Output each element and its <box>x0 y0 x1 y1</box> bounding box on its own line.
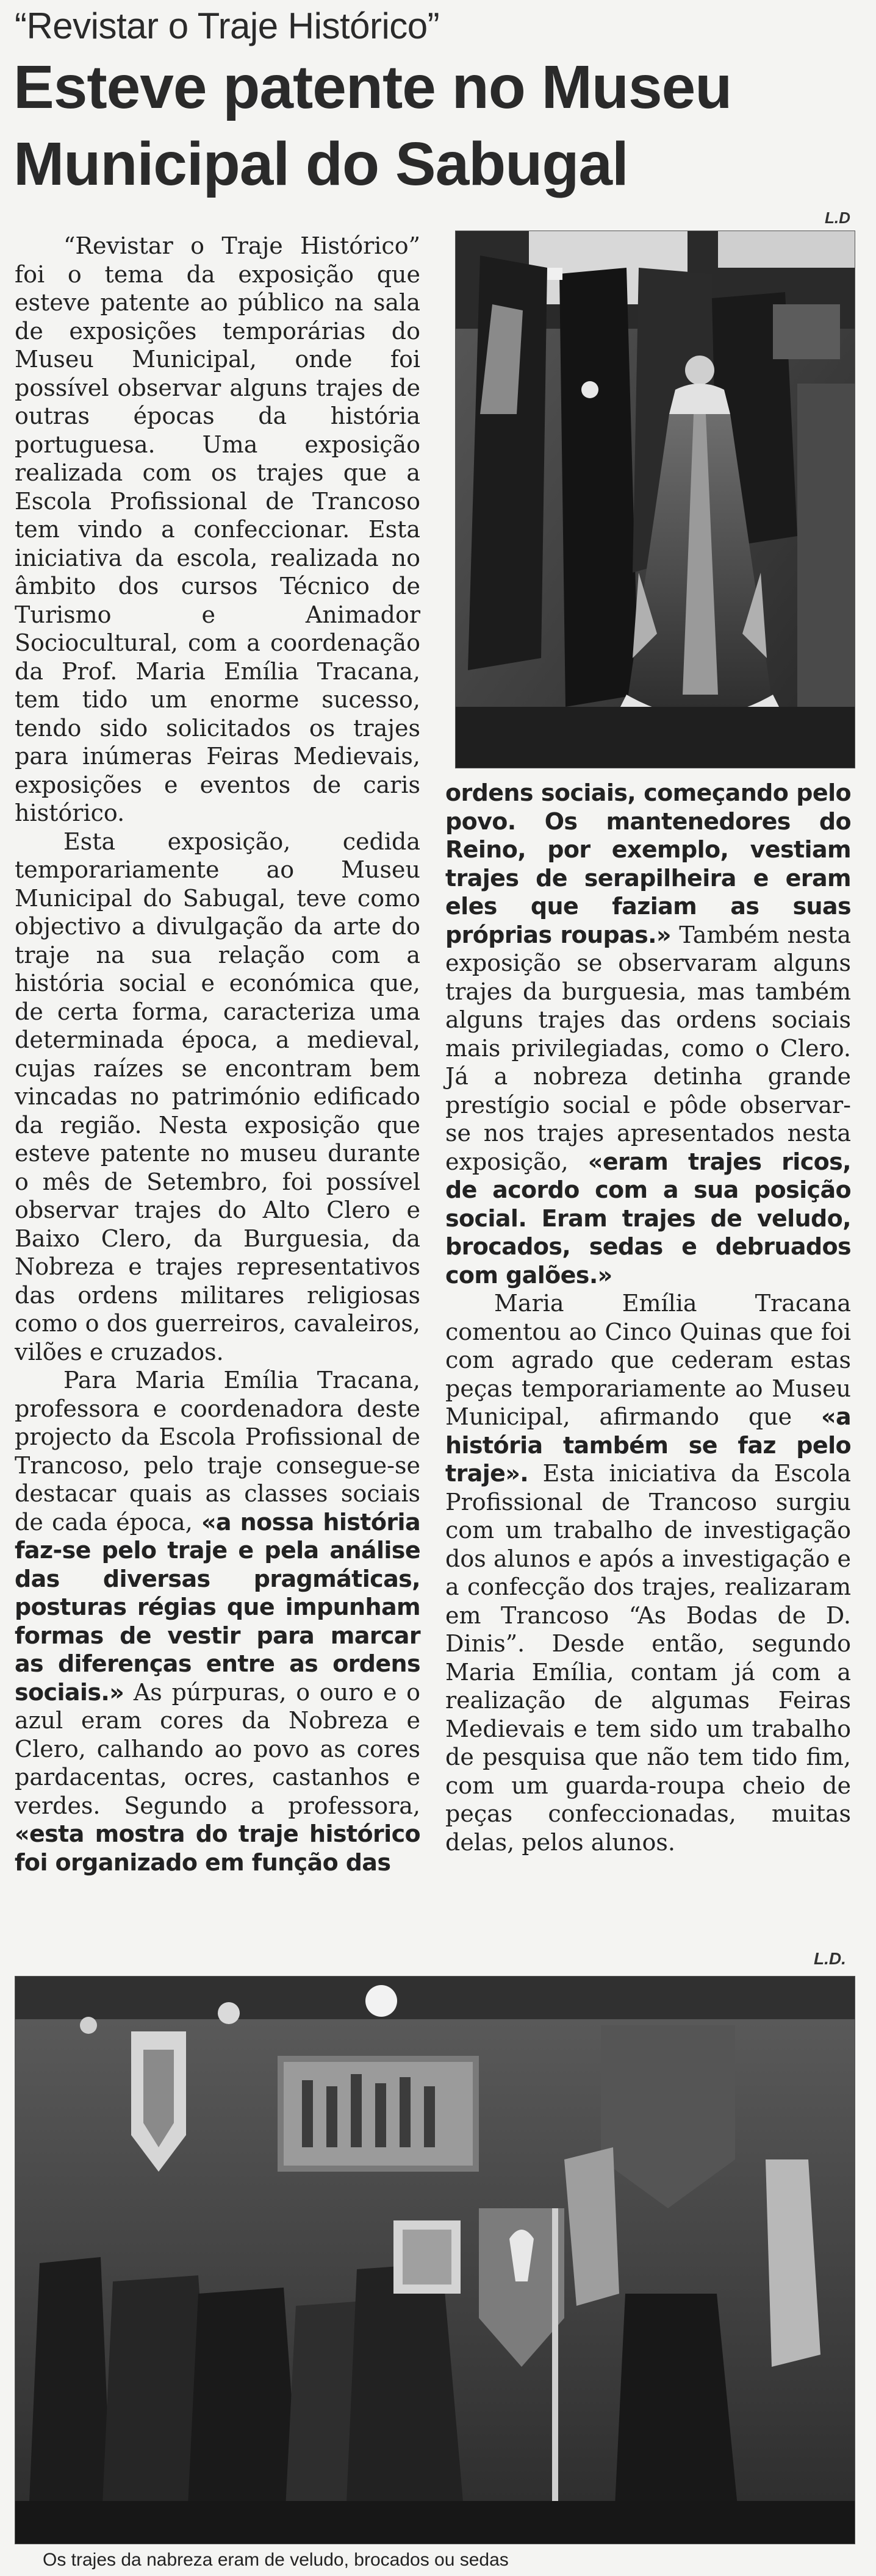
exhibition-photo-mannequin <box>455 231 855 768</box>
exhibition-room-graphic <box>15 1977 855 2544</box>
quote-2-start: «esta mostra do traje histórico foi organizado em função das <box>15 1820 420 1876</box>
text-column-left <box>15 232 420 1877</box>
paragraph-3-text-start: Para Maria Emília Tracana, professora e coordenadora deste projecto da Escola Profissional de Trancoso, pelo traje consegue-se destacar quais as classes sociais de cada época, <box>15 1367 420 1536</box>
paragraph-3-text-mid: As púrpuras, o ouro e o azul eram cores da Nobreza e Clero, calhando ao povo as cores pardacentas, ocres, castanhos e verdes. Segundo a professora, <box>15 1678 420 1819</box>
quote-4: «a história também se faz pelo traje». <box>445 1403 851 1487</box>
text-column-right <box>445 779 851 1856</box>
quote-2-end: ordens sociais, começando pelo povo. Os mantenedores do Reino, por exemplo, vestiam trajes de serapilheira e eram eles que faziam as suas próprias roupas.» <box>445 779 851 948</box>
article-kicker: “Revistar o Traje Histórico” <box>15 5 440 46</box>
photo-credit-top: L.D <box>825 209 850 227</box>
paragraph-4 <box>445 1289 851 1856</box>
paragraph-3 <box>15 1366 420 1877</box>
exhibition-photo-room <box>15 1976 855 2544</box>
paragraph-4-text-start: Maria Emília Tracana comentou ao Cinco Quinas que foi com agrado que cederam estas peças temporariamente ao Museu Municipal, afirmando que <box>445 1290 851 1430</box>
paragraph-1: “Revistar o Traje Histórico” foi o tema da exposição que esteve patente ao público na sala de exposições temporárias do Museu Municipal, onde foi possível observar alguns trajes de outras épocas da história portuguesa. Uma exposição realizada com os trajes que a Escola Profissional de Trancoso tem vindo a confeccionar. Esta iniciativa da escola, realizada no âmbito dos cursos Técnico de Turismo e Animador Sociocultural, com a coordenação da Prof. Maria Emília Tracana, tem tido um enorme sucesso, tendo sido solicitados os trajes para inúmeras Feiras Medievais, exposições e eventos de caris histórico. <box>15 232 420 826</box>
paragraph-4-text-end: Esta iniciativa da Escola Profissional de Trancoso surgiu com um trabalho de investigação dos alunos e após a investigação e a confecção dos trajes, realizaram em Trancoso “As Bodas de D. Dinis”. Desde então, segundo Maria Emília, contam já com a realização de algumas Feiras Medievais e tem sido um trabalho de pesquisa que não tem tido fim, com um guarda-roupa cheio de peças confeccionadas, muitas delas, pelos alunos. <box>445 1460 851 1856</box>
headline-line-2: Municipal do Sabugal <box>13 130 628 198</box>
quote-1: «a nossa história faz-se pelo traje e pela análise das diversas pragmáticas, posturas régias que impunham formas de vestir para marcar as diferenças entre as ordens sociais.» <box>15 1508 420 1706</box>
headline-line-1: Esteve patente no Museu <box>13 53 732 121</box>
paragraph-3-continued <box>445 779 851 1289</box>
photo-caption: Os trajes da nabreza eram de veludo, brocados ou sedas <box>43 2550 509 2570</box>
article-headline <box>13 49 867 202</box>
quote-3: «eram trajes ricos, de acordo com a sua posição social. Eram trajes de veludo, brocados, sedas e debruados com galões.» <box>445 1148 851 1289</box>
paragraph-3-text-end: Também nesta exposição se observaram alguns trajes da burguesia, mas também alguns trajes das ordens sociais mais privilegiadas, como o Clero. Já a nobreza detinha grande prestígio social e pôde observar-se nos trajes apresentados nesta exposição, <box>445 921 851 1175</box>
mannequin-photo-graphic <box>456 231 855 768</box>
author-signature: L.D. <box>814 1949 846 1968</box>
paragraph-2: Esta exposição, cedida temporariamente ao Museu Municipal do Sabugal, teve como objectivo a divulgação da arte do traje na sua relação com a história social e económica que, de certa forma, caracteriza uma determinada época, a medieval, cujas raízes se encontram bem vincadas no património edificado da região. Nesta exposição que esteve patente no museu durante o mês de Setembro, foi possível observar trajes do Alto Clero e Baixo Clero, da Burguesia, da Nobreza e trajes representativos das ordens militares religiosas como o dos guerreiros, cavaleiros, vilões e cruzados. <box>15 828 420 1365</box>
